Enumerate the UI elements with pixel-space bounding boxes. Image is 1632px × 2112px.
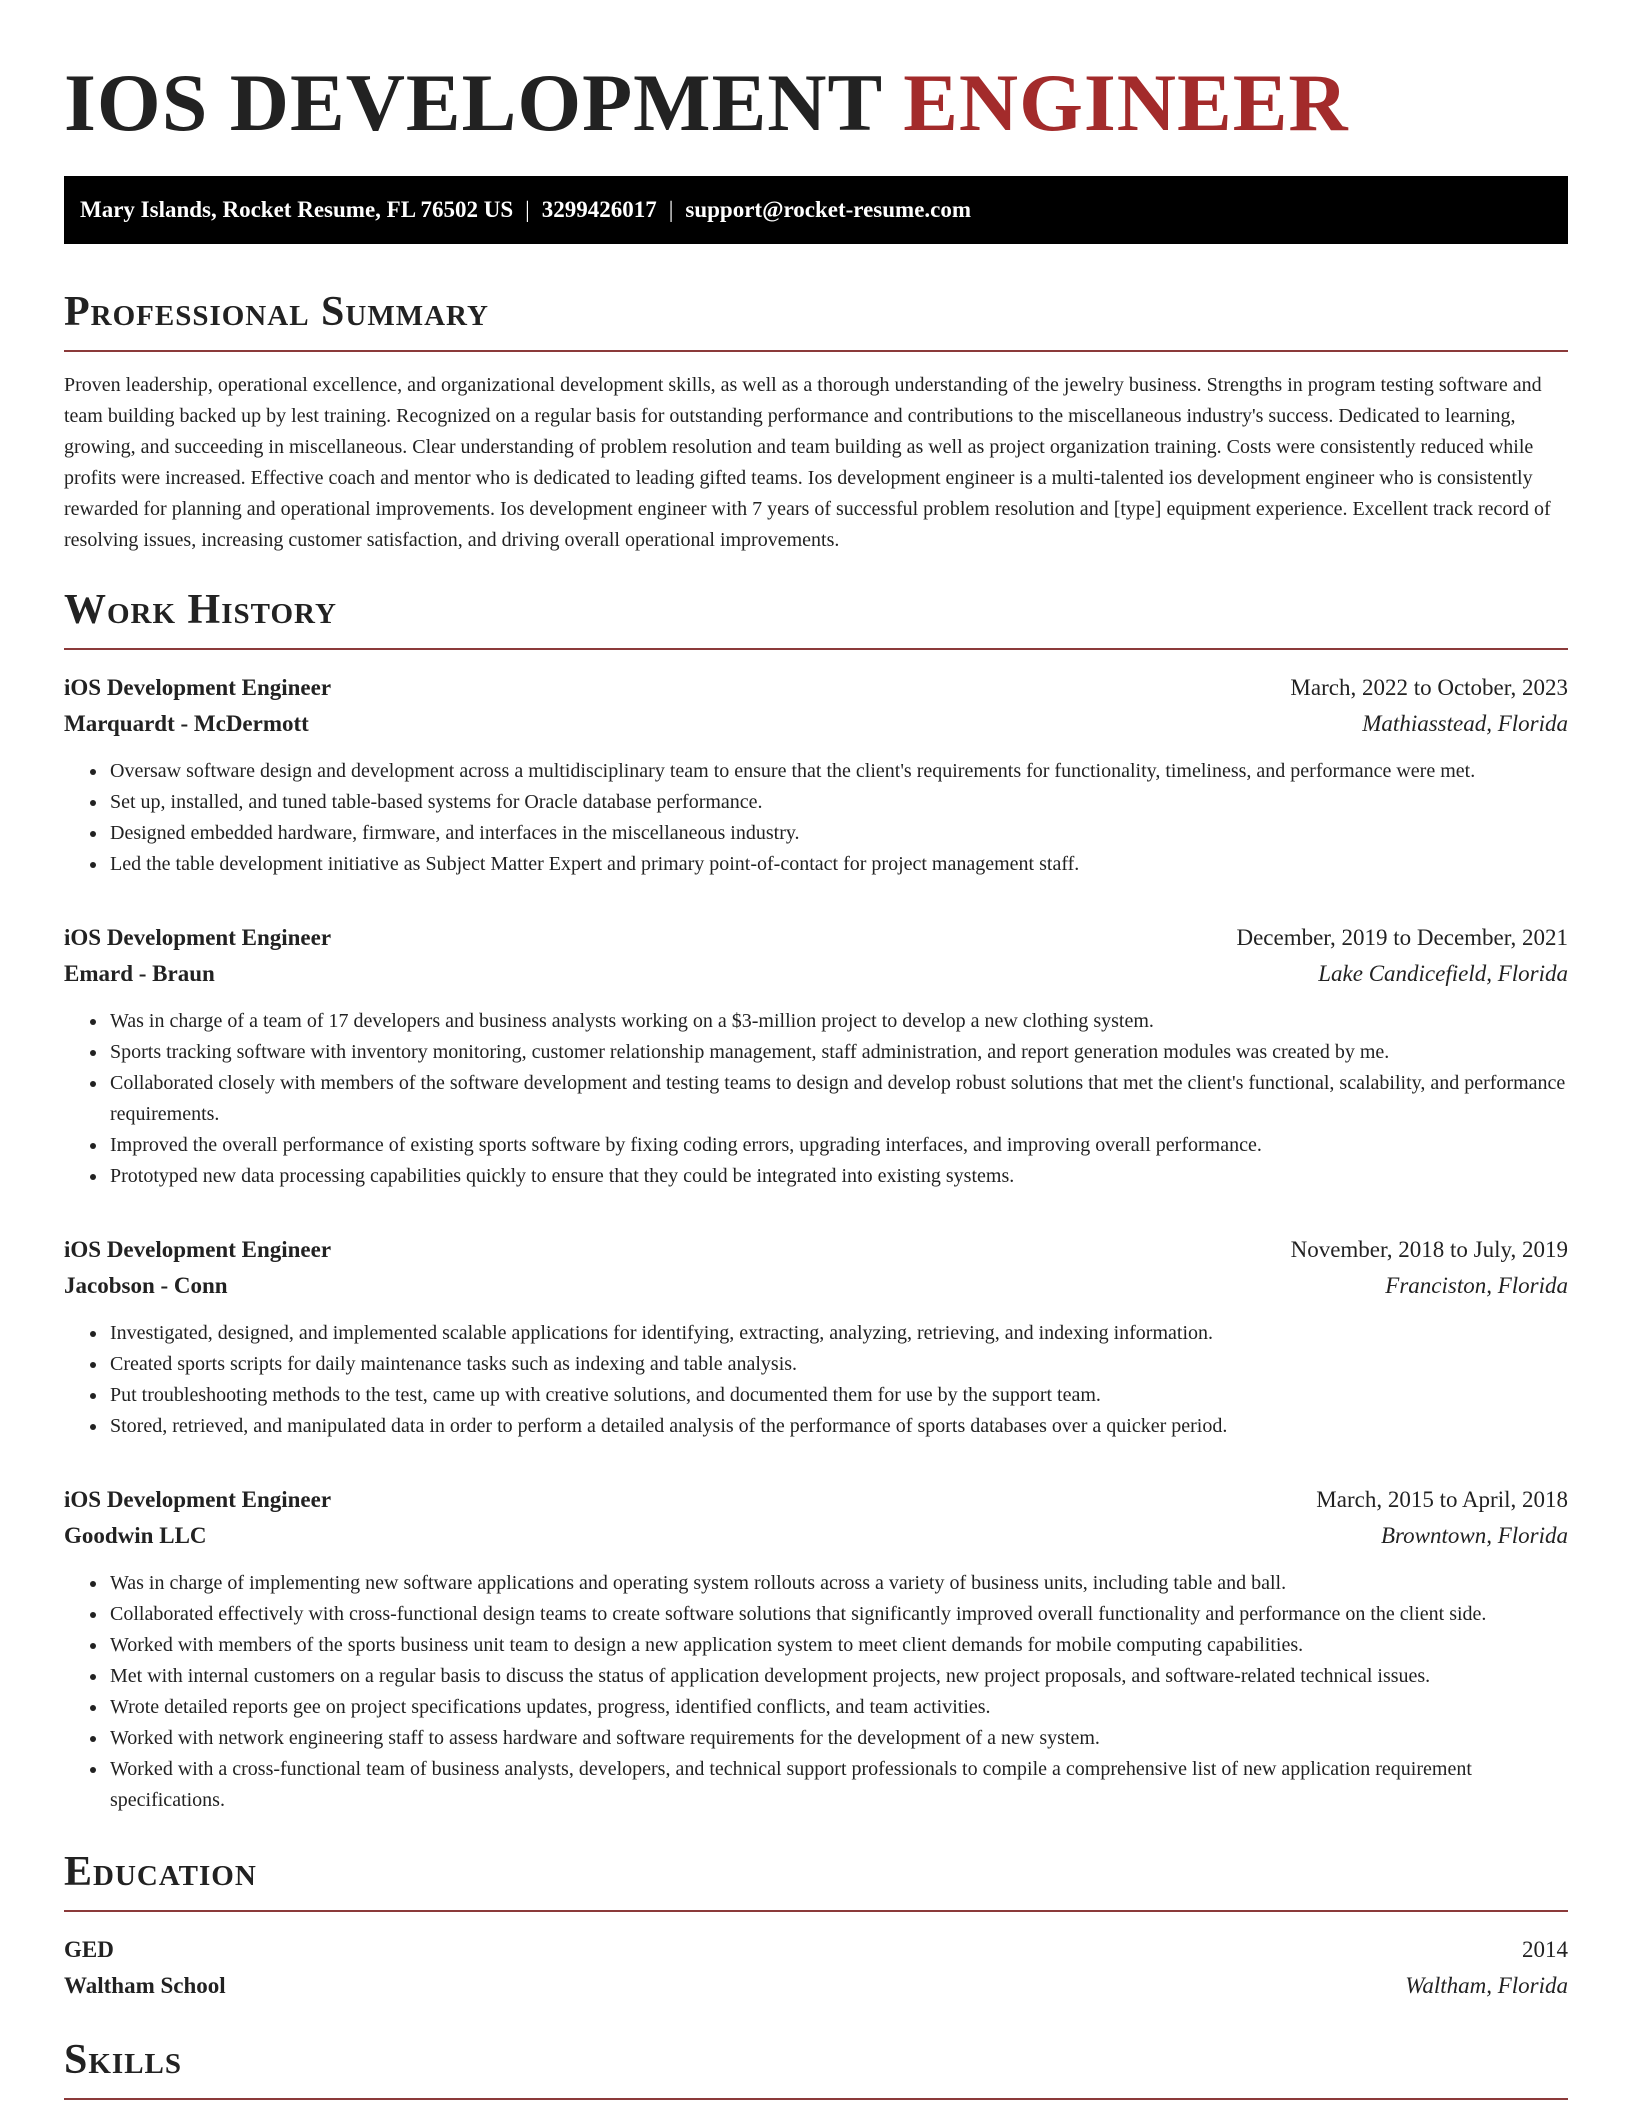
job-location: Mathiasstead, Florida [1362, 711, 1568, 736]
job-location: Browntown, Florida [1381, 1523, 1568, 1548]
job-bullet: • Stored, retrieved, and manipulated data in order to perform a detailed analysis of the performance of sports databases over a quicker period. [108, 1411, 1568, 1442]
job-entry [64, 670, 1568, 880]
job-bullet: • Worked with network engineering staff to assess hardware and software requirements for the development of a new system. [108, 1723, 1568, 1754]
job-entry [64, 1482, 1568, 1816]
job-company: Marquardt - McDermott [64, 711, 309, 736]
job-dates: December, 2019 to December, 2021 [1236, 925, 1568, 950]
education-degree: GED [64, 1937, 114, 1962]
job-dates: March, 2022 to October, 2023 [1290, 675, 1568, 700]
job-bullets [64, 1568, 1568, 1816]
work-history-section [64, 586, 1568, 1816]
summary-heading: Professional Summary [64, 288, 1568, 352]
job-bullet: • Collaborated effectively with cross-functional design teams to create software solutions that significantly improved overall functionality and performance on the client side. [108, 1599, 1568, 1630]
job-role: iOS Development Engineer [64, 925, 332, 950]
job-bullet: • Sports tracking software with inventory monitoring, customer relationship management, staff administration, and report generation modules was created by me. [108, 1037, 1568, 1068]
job-company: Jacobson - Conn [64, 1273, 228, 1298]
job-location: Lake Candicefield, Florida [1318, 961, 1568, 986]
job-location: Franciston, Florida [1385, 1273, 1568, 1298]
job-bullets [64, 1006, 1568, 1192]
education-heading: Education [64, 1848, 1568, 1912]
contact-separator: | [525, 197, 530, 222]
job-bullets [64, 756, 1568, 880]
contact-address: Mary Islands, Rocket Resume, FL 76502 US [80, 197, 514, 222]
job-company: Goodwin LLC [64, 1523, 207, 1548]
job-entry [64, 920, 1568, 1192]
job-bullet: • Worked with members of the sports business unit team to design a new application system to meet client demands for mobile computing capabilities. [108, 1630, 1568, 1661]
contact-separator: | [668, 197, 674, 222]
job-role: iOS Development Engineer [64, 1237, 332, 1262]
job-bullet: • Oversaw software design and development across a multidisciplinary team to ensure that the client's requirements for functionality, timeliness, and performance were met. [108, 756, 1568, 787]
job-bullet: • Put troubleshooting methods to the test, came up with creative solutions, and documented them for use by the support team. [108, 1380, 1568, 1411]
job-role: iOS Development Engineer [64, 675, 332, 700]
education-location: Waltham, Florida [1405, 1973, 1568, 1998]
contact-email[interactable]: support@rocket-resume.com [685, 197, 972, 222]
skills-section [64, 2036, 1568, 2100]
job-bullet: • Worked with a cross-functional team of business analysts, developers, and technical support professionals to compile a comprehensive list of new application requirement specifications. [108, 1754, 1568, 1816]
job-bullet: • Improved the overall performance of existing sports software by fixing coding errors, upgrading interfaces, and improving overall performance. [108, 1130, 1568, 1161]
education-year: 2014 [1522, 1937, 1568, 1962]
contact-bar [64, 176, 1568, 244]
skills-heading: Skills [64, 2036, 1568, 2100]
job-role: iOS Development Engineer [64, 1487, 332, 1512]
education-section [64, 1848, 1568, 2004]
summary-text: Proven leadership, operational excellence, and organizational development skills, as well as a thorough understanding of the jewelry business. Strengths in program testing software and team building backed up by lest training. Recognized on a regular basis for outstanding performance and contributions to the miscellaneous industry's success. Dedicated to learning, growing, and succeeding in miscellaneous. Clear understanding of problem resolution and team building as well as project organization training. Costs were consistently reduced while profits were increased. Effective coach and mentor who is dedicated to leading gifted teams. Ios development engineer is a multi-talented ios development engineer who is consistently rewarded for planning and operational improvements. Ios development engineer with 7 years of successful problem resolution and [type] equipment experience. Excellent track record of resolving issues, increasing customer satisfaction, and driving overall operational improvements. [64, 374, 1551, 551]
job-company: Emard - Braun [64, 961, 215, 986]
title-accent: ENGINEER [903, 57, 1349, 148]
job-bullet: • Created sports scripts for daily maintenance tasks such as indexing and table analysis. [108, 1349, 1568, 1380]
job-bullet: • Investigated, designed, and implemented scalable applications for identifying, extracting, analyzing, retrieving, and indexing information. [108, 1318, 1568, 1349]
job-bullet: • Was in charge of implementing new software applications and operating system rollouts across a variety of business units, including table and ball. [108, 1568, 1568, 1599]
job-bullet: • Collaborated closely with members of the software development and testing teams to design and develop robust solutions that met the client's functional, scalability, and performance requirements. [108, 1068, 1568, 1130]
job-bullet: • Met with internal customers on a regular basis to discuss the status of application development projects, new project proposals, and software-related technical issues. [108, 1661, 1568, 1692]
contact-phone[interactable]: 3299426017 [541, 197, 657, 222]
summary-section [64, 288, 1568, 556]
job-bullets [64, 1318, 1568, 1442]
education-school: Waltham School [64, 1973, 226, 1998]
job-bullet: • Prototyped new data processing capabilities quickly to ensure that they could be integrated into existing systems. [108, 1161, 1568, 1192]
job-bullet: • Led the table development initiative as Subject Matter Expert and primary point-of-contact for project management staff. [108, 849, 1568, 880]
resume-title [64, 0, 1568, 148]
education-entry [64, 1932, 1568, 2004]
job-bullet: • Wrote detailed reports gee on project specifications updates, progress, identified conflicts, and team activities. [108, 1692, 1568, 1723]
job-bullet: • Set up, installed, and tuned table-based systems for Oracle database performance. [108, 787, 1568, 818]
title-main: IOS DEVELOPMENT [64, 57, 882, 148]
job-entry [64, 1232, 1568, 1442]
job-dates: March, 2015 to April, 2018 [1316, 1487, 1568, 1512]
work-history-heading: Work History [64, 586, 1568, 650]
job-bullet: • Was in charge of a team of 17 developers and business analysts working on a $3-million project to develop a new clothing system. [108, 1006, 1568, 1037]
job-dates: November, 2018 to July, 2019 [1290, 1237, 1568, 1262]
job-bullet: • Designed embedded hardware, firmware, and interfaces in the miscellaneous industry. [108, 818, 1568, 849]
